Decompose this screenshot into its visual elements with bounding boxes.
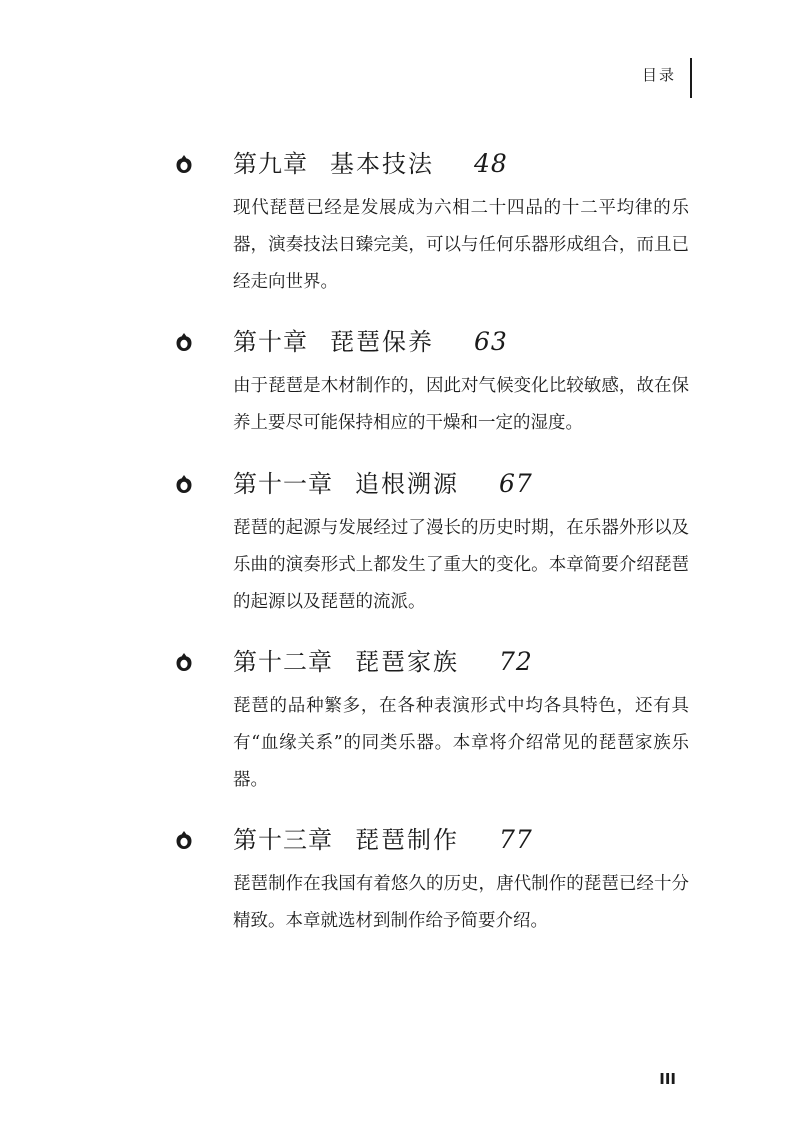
chapter-title: 琵琶家族 (355, 648, 459, 676)
chapter-description: 现代琵琶已经是发展成为六相二十四品的十二平均律的乐器，演奏技法日臻完美，可以与任何乐器形成组合，而且已经走向世界。 (233, 198, 689, 292)
page-number: 77 (499, 825, 533, 854)
entry-heading (233, 328, 508, 356)
page-number: 63 (474, 327, 508, 356)
page-number: 48 (474, 149, 508, 178)
chapter-number: 第十一章 (233, 470, 333, 498)
page-number: 72 (499, 647, 533, 676)
chapter-number: 第九章 (233, 150, 308, 178)
chapter-description: 由于琵琶是木材制作的，因此对气候变化比较敏感，故在保养上要尽可能保持相应的干燥和一定的湿度。 (233, 376, 689, 433)
running-header: 目录 (641, 66, 676, 84)
chapter-description: 琵琶的起源与发展经过了漫长的历史时期，在乐器外形以及乐曲的演奏形式上都发生了重大的变化。本章简要介绍琵琶的起源以及琵琶的流派。 (233, 518, 689, 612)
chapter-description: 琵琶制作在我国有着悠久的历史，唐代制作的琵琶已经十分精致。本章就选材到制作给予简要介绍。 (233, 874, 689, 931)
flame-drop-icon (175, 652, 193, 672)
chapter-number: 第十三章 (233, 826, 333, 854)
page-number: 67 (499, 469, 533, 498)
flame-drop-icon (175, 474, 193, 494)
chapter-description: 琵琶的品种繁多，在各种表演形式中均各具特色，还有具有“血缘关系”的同类乐器。本章将介绍常见的琵琶家族乐器。 (233, 696, 689, 790)
chapter-number: 第十二章 (233, 648, 333, 676)
chapter-number: 第十章 (233, 328, 308, 356)
chapter-title: 琵琶制作 (355, 826, 459, 854)
flame-drop-icon (175, 830, 193, 850)
folio-page-number: III (659, 1070, 676, 1088)
chapter-title: 琵琶保养 (330, 328, 434, 356)
entry-heading (233, 470, 533, 498)
chapter-title: 追根溯源 (355, 470, 459, 498)
entry-heading (233, 648, 533, 676)
entry-heading (233, 150, 508, 178)
chapter-title: 基本技法 (330, 150, 434, 178)
entry-heading (233, 826, 533, 854)
header-rule (690, 58, 692, 98)
flame-drop-icon (175, 332, 193, 352)
flame-drop-icon (175, 154, 193, 174)
